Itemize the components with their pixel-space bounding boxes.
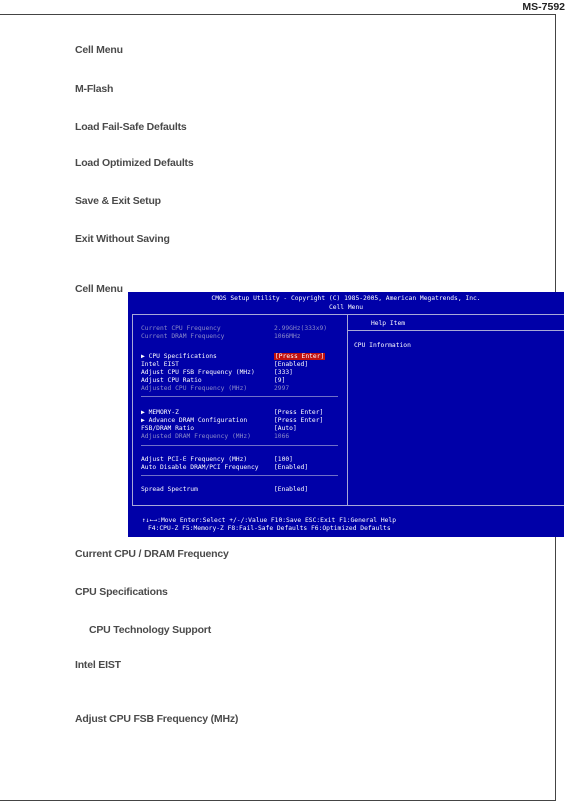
bottom-rule [0,800,556,801]
bios-row[interactable] [141,417,324,424]
bios-row-value: [Enabled] [274,464,309,471]
bios-row-value: [Enabled] [274,486,309,493]
heading-cpu-specifications: CPU Specifications [75,586,168,598]
heading-current-cpu-dram-frequency: Current CPU / DRAM Frequency [75,548,229,560]
bios-row[interactable] [141,464,309,471]
bios-title-line2: Cell Menu [328,303,364,311]
bios-row-label: FSB/DRAM Ratio [141,425,195,432]
bios-row-label: Adjust PCI-E Frequency (MHz) [141,456,248,463]
bios-row-label: ▶ CPU Specifications [141,353,217,360]
bios-row-label: Adjusted DRAM Frequency (MHz) [141,433,251,440]
bios-row[interactable] [141,385,290,392]
heading-cell-menu: Cell Menu [75,44,123,56]
bios-row-value: 1066MHz [274,333,301,340]
bios-row-label: Current CPU Frequency [141,325,221,332]
bios-separator [141,475,338,476]
bios-row-value: [Press Enter] [274,417,324,424]
bios-row[interactable] [141,369,293,376]
bios-row[interactable] [141,425,297,432]
bios-footer-line1: ↑↓←→:Move Enter:Select +/-/:Value F10:Save ESC:Exit F1:General Help [142,517,397,524]
bios-row-label: ▶ Advance DRAM Configuration [141,417,248,424]
heading-load-optimized-defaults: Load Optimized Defaults [75,157,194,169]
bios-row-value: [Press Enter] [274,409,324,416]
bios-row[interactable] [141,433,290,440]
bios-row[interactable] [141,456,293,463]
bios-row-value: [333] [274,369,293,376]
bios-separator [141,396,338,397]
bios-help-rule [348,330,564,331]
bios-row-value: [Press Enter] [275,353,325,360]
bios-row-label: Spread Spectrum [141,486,198,493]
top-rule [0,14,556,15]
bios-row[interactable] [141,377,286,384]
bios-row-value: 2.99GHz(333x9) [274,325,328,332]
heading-cell-menu-section: Cell Menu [75,283,123,295]
heading-exit-without-saving: Exit Without Saving [75,233,170,245]
heading-load-fail-safe-defaults: Load Fail-Safe Defaults [75,121,187,133]
bios-row[interactable] [141,353,325,360]
bios-row-value: 2997 [274,385,290,392]
bios-title-line1: CMOS Setup Utility - Copyright (C) 1985-2005, American Megatrends, Inc. [211,295,481,302]
bios-row-label: Intel EIST [141,361,179,368]
bios-row-value: 1066 [274,433,290,440]
bios-frame [132,314,564,506]
bios-row-label: Adjust CPU FSB Frequency (MHz) [141,369,255,376]
bios-row-label: Adjust CPU Ratio [141,377,202,384]
bios-row-value: [Auto] [274,425,297,432]
bios-help-text: CPU Information [354,342,411,349]
bios-title [128,295,564,312]
bios-row-label: ▶ MEMORY-Z [141,409,179,416]
bios-footer-line2: F4:CPU-Z F5:Memory-Z F8:Fail-Safe Defaults F6:Optimized Defaults [148,525,391,532]
bios-row[interactable] [141,325,328,332]
bios-row[interactable] [141,486,309,493]
bios-help-title: Help Item [370,320,406,327]
bios-divider [347,314,348,505]
heading-cpu-technology-support: CPU Technology Support [89,624,211,636]
bios-row[interactable] [141,361,309,368]
bios-row-value: [100] [274,456,293,463]
bios-row-label: Current DRAM Frequency [141,333,225,340]
bios-row-label: Auto Disable DRAM/PCI Frequency [141,464,259,471]
bios-row[interactable] [141,333,301,340]
heading-adjust-cpu-fsb-frequency: Adjust CPU FSB Frequency (MHz) [75,713,239,725]
heading-intel-eist: Intel EIST [75,659,121,671]
bios-row[interactable] [141,409,324,416]
heading-save-exit-setup: Save & Exit Setup [75,195,161,207]
heading-m-flash: M-Flash [75,83,114,95]
bios-row-value: [9] [274,377,286,384]
bios-row-value: [Enabled] [274,361,309,368]
model-number: MS-7592 [522,1,565,13]
bios-row-label: Adjusted CPU Frequency (MHz) [141,385,248,392]
bios-screenshot [128,292,564,537]
bios-separator [141,445,338,446]
